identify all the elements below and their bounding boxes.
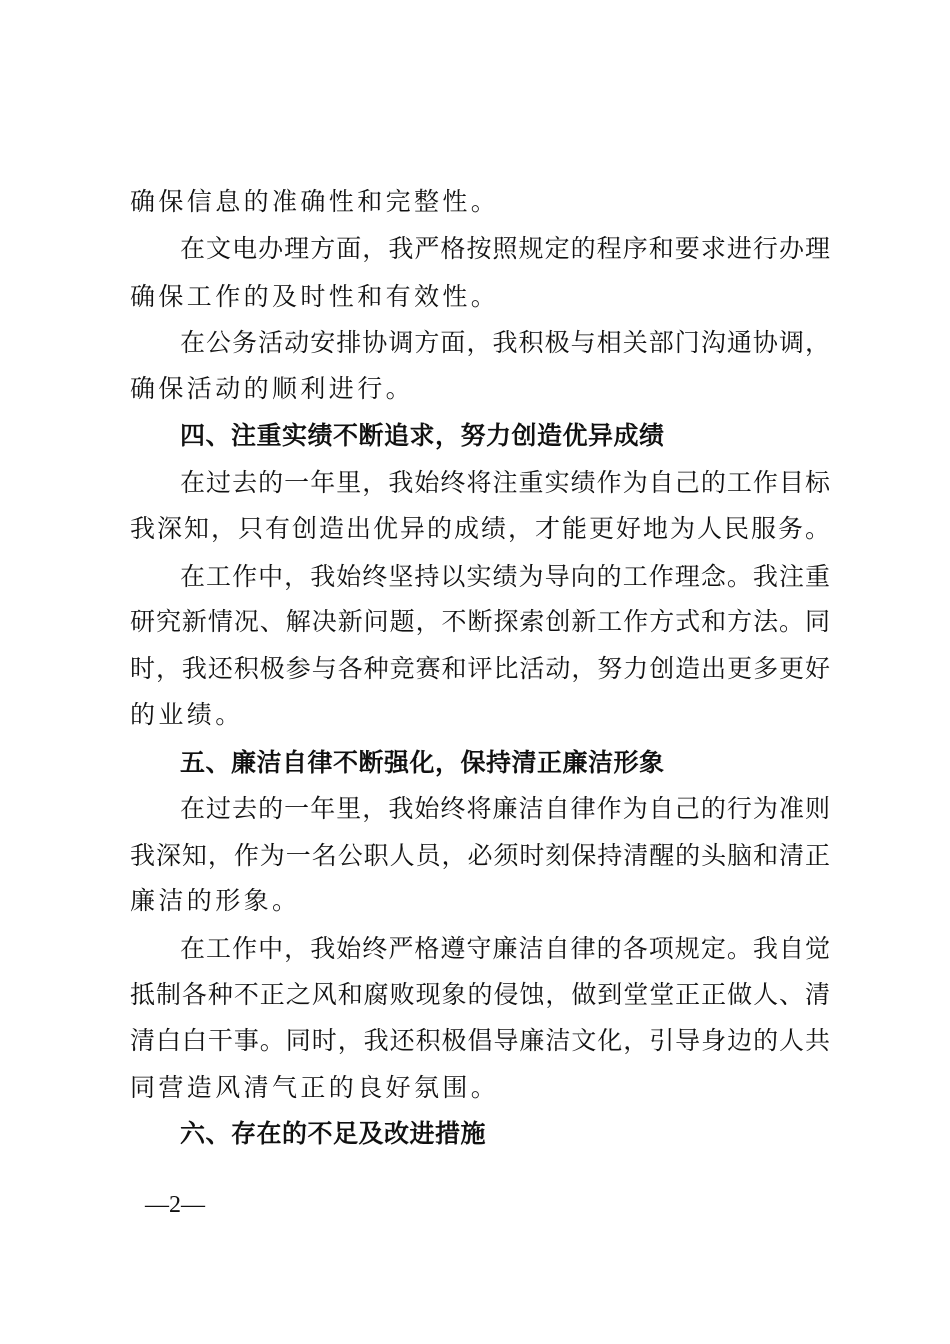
body-text-line: 抵制各种不正之风和腐败现象的侵蚀，做到堂堂正正做人、清 [130,980,830,1009]
section-heading-5: 五、廉洁自律不断强化，保持清正廉洁形象 [180,748,665,777]
body-text-line: 确保信息的准确性和完整性。 [130,187,500,216]
body-text-line: 确保活动的顺利进行。 [130,374,415,403]
body-text-line: 在过去的一年里，我始终将廉洁自律作为自己的行为准则 [180,794,830,823]
body-text-line: 在工作中，我始终坚持以实绩为导向的工作理念。我注重 [180,562,830,591]
body-text-line: 在工作中，我始终严格遵守廉洁自律的各项规定。我自觉 [180,934,830,963]
page-number: —2— [145,1192,205,1218]
body-text-line: 的业绩。 [130,700,244,729]
body-text-line: 在文电办理方面，我严格按照规定的程序和要求进行办理 [180,234,830,263]
body-text-line: 确保工作的及时性和有效性。 [130,282,500,311]
body-text-line: 清白白干事。同时，我还积极倡导廉洁文化，引导身边的人共 [130,1026,830,1055]
body-text-line: 我深知，作为一名公职人员，必须时刻保持清醒的头脑和清正 [130,841,830,870]
section-heading-4: 四、注重实绩不断追求，努力创造优异成绩 [180,421,665,450]
body-text-line: 研究新情况、解决新问题，不断探索创新工作方式和方法。同 [130,607,830,636]
body-text-line: 同营造风清气正的良好氛围。 [130,1073,500,1102]
body-text-line: 时，我还积极参与各种竞赛和评比活动，努力创造出更多更好 [130,654,830,683]
section-heading-6: 六、存在的不足及改进措施 [180,1119,487,1148]
body-text-line: 我深知，只有创造出优异的成绩，才能更好地为人民服务。 [130,514,830,543]
body-text-line: 在公务活动安排协调方面，我积极与相关部门沟通协调， [180,328,830,357]
body-text-line: 廉洁的形象。 [130,886,301,915]
body-text-line: 在过去的一年里，我始终将注重实绩作为自己的工作目标 [180,468,830,497]
